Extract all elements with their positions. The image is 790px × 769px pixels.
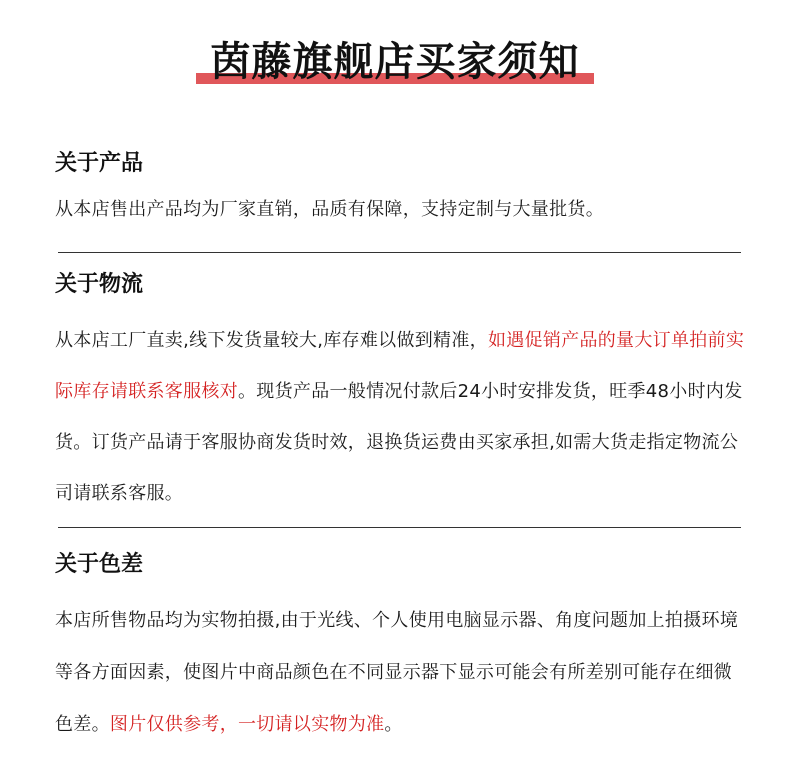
color-text-after: 。 — [384, 714, 403, 735]
title-wrap — [0, 38, 790, 86]
section-heading-logistics: 关于物流 — [55, 272, 144, 297]
logistics-text-highlight: 如遇促销产品的量大订单拍前实际库存请联系客服核对 — [55, 330, 745, 402]
logistics-text-after: 。现货产品一般情况付款后24小时安排发货，旺季48小时内发货。订货产品请于客服协商发货时效，退换货运费由买家承担,如需大货走指定物流公司请联系客服。 — [55, 381, 743, 504]
section-text-color — [55, 595, 745, 751]
section-heading-product: 关于产品 — [55, 151, 144, 176]
color-text-highlight: 图片仅供参考，一切请以实物为准 — [109, 714, 385, 735]
page-title: 茵藤旗舰店买家须知 — [210, 39, 580, 85]
section-heading-color: 关于色差 — [55, 552, 144, 577]
divider-2 — [58, 527, 741, 528]
color-text-before: 本店所售物品均为实物拍摄,由于光线、个人使用电脑显示器、角度问题加上拍摄环境等各方面因素，使图片中商品颜色在不同显示器下显示可能会有所差别可能存在细微色差。 — [55, 610, 739, 735]
section-text-product: 从本店售出产品均为厂家直销，品质有保障，支持定制与大量批货。 — [55, 199, 604, 220]
section-logistics — [55, 271, 745, 519]
section-text-logistics — [55, 315, 745, 519]
logistics-text-before: 从本店工厂直卖,线下发货量较大,库存难以做到精准， — [55, 330, 488, 351]
section-product — [55, 150, 745, 236]
divider-1 — [58, 252, 741, 253]
section-color — [55, 551, 745, 751]
